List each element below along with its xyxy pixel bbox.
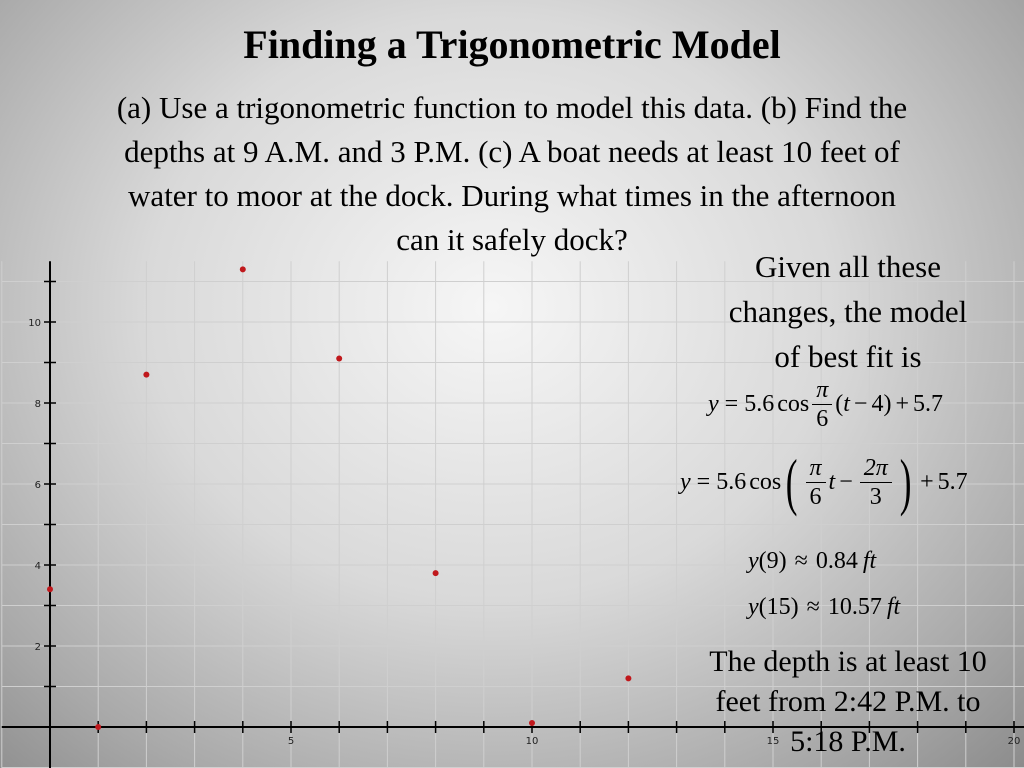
intro-line: of best fit is — [774, 339, 922, 374]
eval-approx: ≈ — [806, 594, 820, 620]
fraction-denominator: 3 — [869, 483, 882, 510]
fraction-denominator: 6 — [809, 483, 822, 510]
intro-line: changes, the model — [728, 294, 968, 329]
formula-left-paren: ( — [835, 391, 844, 417]
evaluation-9 — [748, 548, 876, 575]
formula-plus: + — [920, 468, 934, 495]
y-tick-label: 2 — [34, 642, 41, 653]
formula-equals: = — [696, 468, 711, 495]
fraction-numerator: π — [812, 376, 832, 405]
formula-t: t — [843, 391, 850, 417]
y-tick-label: 4 — [34, 561, 41, 572]
x-tick-label: 15 — [766, 736, 780, 747]
formula-minus: − — [839, 468, 853, 495]
y-tick-label: 6 — [34, 480, 41, 491]
data-point — [143, 372, 149, 378]
data-point — [529, 720, 535, 726]
data-point — [240, 266, 246, 272]
x-tick-label: 20 — [1007, 736, 1021, 747]
y-tick-label: 8 — [34, 399, 41, 410]
formula-plus: + — [895, 391, 909, 417]
x-tick-label: 5 — [287, 736, 295, 747]
formula-constant: 5.7 — [937, 468, 968, 495]
eval-y: y — [748, 594, 759, 620]
formula-right-paren: ) — [883, 391, 892, 417]
formula-fraction — [806, 454, 826, 511]
eval-value: 10.57 — [827, 594, 882, 620]
formula-coefficient: 5.6 — [716, 468, 747, 495]
formula-cos: cos — [777, 391, 810, 417]
intro-line: Given all these — [755, 249, 941, 284]
x-tick-label: 10 — [525, 736, 539, 747]
formula-minus: − — [853, 391, 868, 417]
formula-big-left-paren: ( — [785, 446, 798, 517]
formula-t: t — [828, 468, 836, 495]
slide-title: Finding a Trigonometric Model — [243, 22, 781, 67]
data-point — [95, 724, 101, 730]
question-line: water to moor at the dock. During what times in the afternoon — [128, 178, 896, 213]
question-line: (a) Use a trigonometric function to model this data. (b) Find the — [116, 90, 908, 125]
eval-approx: ≈ — [794, 548, 808, 574]
formula-fraction — [812, 376, 832, 433]
conclusion-line: The depth is at least 10 — [709, 645, 987, 678]
formula-big-right-paren: ) — [899, 446, 912, 517]
fraction-denominator: 6 — [816, 406, 829, 432]
question-line: depths at 9 A.M. and 3 P.M. (c) A boat needs at least 10 feet of — [124, 134, 900, 169]
formula-y: y — [680, 468, 691, 495]
data-point — [336, 355, 342, 361]
formula-fraction — [860, 454, 892, 511]
fraction-numerator: π — [806, 454, 826, 483]
fraction-numerator: 2π — [860, 454, 892, 483]
formula-equals: = — [724, 391, 739, 417]
eval-y: y — [748, 548, 759, 574]
y-tick-label: 10 — [28, 318, 41, 329]
eval-unit: ft — [862, 548, 877, 574]
conclusion-text — [680, 642, 1016, 762]
formula-shift: 4 — [871, 391, 884, 417]
data-point — [47, 586, 53, 592]
eval-unit: ft — [886, 594, 901, 620]
formula-coefficient: 5.6 — [744, 391, 775, 417]
eval-argument: (15) — [758, 594, 799, 620]
data-point — [433, 570, 439, 576]
data-point — [625, 675, 631, 681]
model-formula-1 — [708, 376, 943, 433]
formula-cos: cos — [749, 468, 782, 495]
eval-argument: (9) — [758, 548, 787, 574]
conclusion-line: feet from 2:42 P.M. to — [715, 685, 981, 718]
evaluation-15 — [748, 594, 900, 621]
model-intro-text — [680, 244, 1016, 379]
conclusion-line: 5:18 P.M. — [790, 725, 906, 758]
eval-value: 0.84 — [815, 548, 858, 574]
model-formula-2 — [680, 446, 968, 517]
question-line: can it safely dock? — [396, 222, 628, 257]
formula-y: y — [708, 391, 719, 417]
formula-constant: 5.7 — [913, 391, 943, 417]
